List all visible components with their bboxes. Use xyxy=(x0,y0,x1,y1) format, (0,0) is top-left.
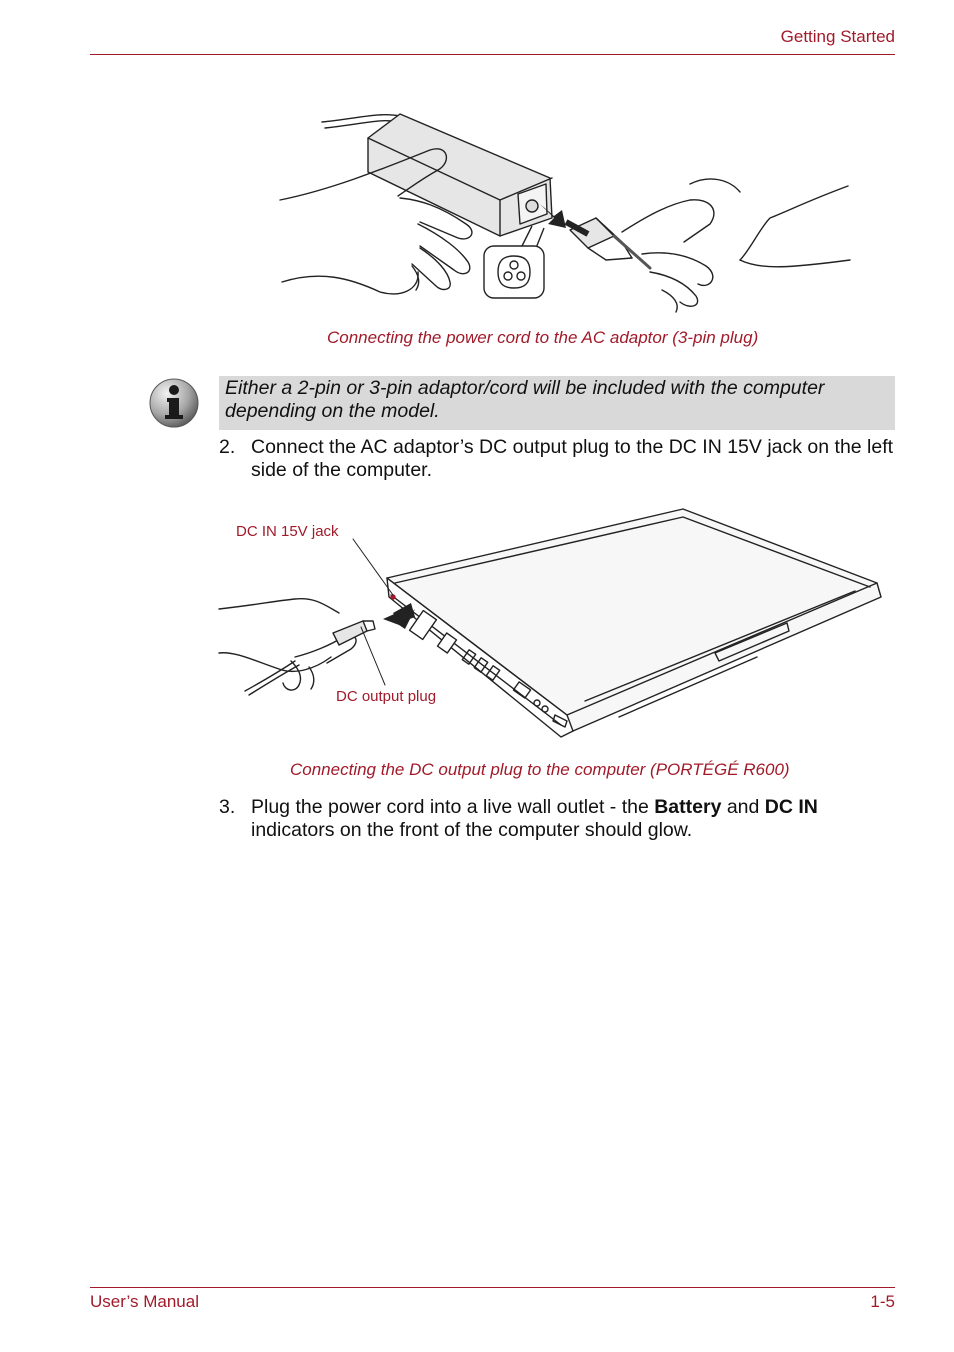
step-3-text-mid: and xyxy=(721,796,765,818)
step-3-text xyxy=(251,796,899,842)
header-section-title: Getting Started xyxy=(780,27,895,46)
figure2-caption: Connecting the DC output plug to the computer (PORTÉGÉ R600) xyxy=(290,760,790,779)
footer-rule xyxy=(90,1287,895,1288)
step-2-number: 2. xyxy=(219,436,236,458)
info-icon xyxy=(148,377,200,429)
step-3-text-after: indicators on the front of the computer should glow. xyxy=(251,819,693,841)
header-rule xyxy=(90,54,895,55)
footer-manual-title: User’s Manual xyxy=(90,1292,199,1311)
step-3-text-before: Plug the power cord into a live wall outlet - the xyxy=(251,796,655,818)
footer-page-number: 1-5 xyxy=(870,1292,895,1311)
dc-in-jack-label: DC IN 15V jack xyxy=(236,523,339,540)
laptop-dc-in-illustration xyxy=(215,505,887,740)
dc-output-plug-label: DC output plug xyxy=(336,688,437,705)
figure1-caption: Connecting the power cord to the AC adaptor (3-pin plug) xyxy=(327,328,759,347)
note-text: Either a 2-pin or 3-pin adaptor/cord will be included with the computer depending on the model. xyxy=(225,377,825,422)
ac-adaptor-illustration xyxy=(270,100,860,315)
battery-indicator-term: Battery xyxy=(654,796,722,818)
step-3-number: 3. xyxy=(219,796,236,818)
dc-in-indicator-term: DC IN xyxy=(764,796,818,818)
note-box xyxy=(219,376,895,430)
step-2-text: Connect the AC adaptor’s DC output plug to the DC IN 15V jack on the left side of the computer. xyxy=(251,436,894,481)
